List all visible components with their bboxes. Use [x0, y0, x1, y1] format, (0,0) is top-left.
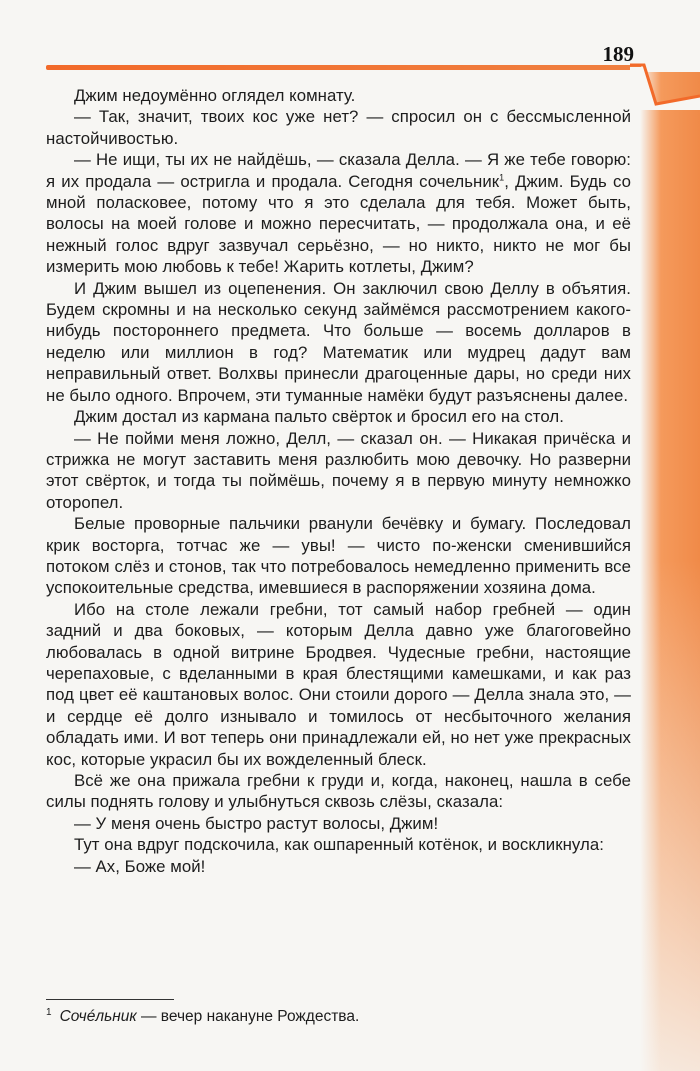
header-rule — [46, 65, 641, 70]
paragraph: Джим недоумённо оглядел комнату. — [74, 86, 356, 105]
footnote-rule — [46, 999, 174, 1000]
footnote — [46, 1007, 631, 1027]
story-text — [46, 85, 631, 877]
paragraph: И Джим вышел из оцепенения. Он заключил свою Деллу в объятия. Будем скромны и на несколько секунд займёмся рассмотрением какого-нибудь постороннего предмета. Что больше — восемь долларов в неделю или миллион в год? Математик или мудрец дадут вам неправильный ответ. Волхвы принесли драгоценные дары, но среди них не было одного. Впрочем, эти туманные намёки будут разъяснены далее. — [46, 278, 631, 405]
edge-band-fade — [640, 560, 700, 1071]
footnote-definition: — вечер накануне Рождества. — [136, 1008, 360, 1025]
paragraph: — Так, значит, твоих кос уже нет? — спросил он с бессмысленной настойчивостью. — [46, 107, 631, 148]
paragraph: — Не пойми меня ложно, Делл, — сказал он. — Никакая причёска и стрижка не могут заставить меня разлюбить мою девочку. Но разверни этот свёрток, и тогда ты поймёшь, почему я в первую минуту немножко оторопел. — [46, 428, 631, 512]
footnote-mark: 1 — [46, 1006, 52, 1018]
paragraph — [46, 149, 631, 277]
paragraph: Ибо на столе лежали гребни, тот самый набор гребней — один задний и два боковых, — которым Делла давно уже благоговейно любовалась в одной витрине Бродвея. Чудесные гребни, настоящие черепаховые, с вделанными в края блестящими камешками, и как раз под цвет её каштановых волос. Они стоили дорого — Делла знала это, — и сердце её долго изнывало и томилось от несбыточного желания обладать ими. И вот теперь они принадлежали ей, но нет уже прекрасных кос, которые украсил бы их вожделенный блеск. — [46, 599, 631, 769]
paragraph-text: — Не ищи, ты их не найдёшь, — сказала Делла. — Я же тебе говорю: я их продала — остригла и продала. Сегодня сочельник — [46, 150, 631, 191]
page-number: 189 — [602, 42, 634, 66]
paragraph-text: , Джим. Будь со мной поласковее, потому что я это сделала для тебя. Может быть, волосы на моей голове и можно пересчитать, — продолжала она, и её нежный голос вдруг зазвучал серьёзно, — но никто, никто не мог бы измерить мою любовь к тебе! Жарить котлеты, Джим? — [46, 171, 631, 277]
paragraph: Тут она вдруг подскочила, как ошпаренный котёнок, и воскликнула: — [74, 835, 604, 855]
paragraph: — У меня очень быстро растут волосы, Джим! — [74, 813, 439, 833]
paragraph: Всё же она прижала гребни к груди и, когда, наконец, нашла в себе силы поднять голову и улыбнуться сквозь слёзы, сказала: — [46, 771, 631, 812]
paragraph: Белые проворные пальчики рванули бечёвку и бумагу. Последовал крик восторга, тотчас же — увы! — чисто по-женски сменившийся потоком слёз и стонов, так что потребовалось немедленно применить все успокоительные средства, имевшиеся в распоряжении хозяина дома. — [46, 514, 631, 598]
paragraph: — Ах, Боже мой! — [74, 856, 206, 876]
footnote-reference: 1 — [499, 172, 505, 183]
footnote-term: Сочéльник — [59, 1008, 137, 1025]
header-notch-decoration — [630, 60, 700, 110]
paragraph: Джим достал из кармана пальто свёрток и бросил его на стол. — [74, 407, 564, 427]
